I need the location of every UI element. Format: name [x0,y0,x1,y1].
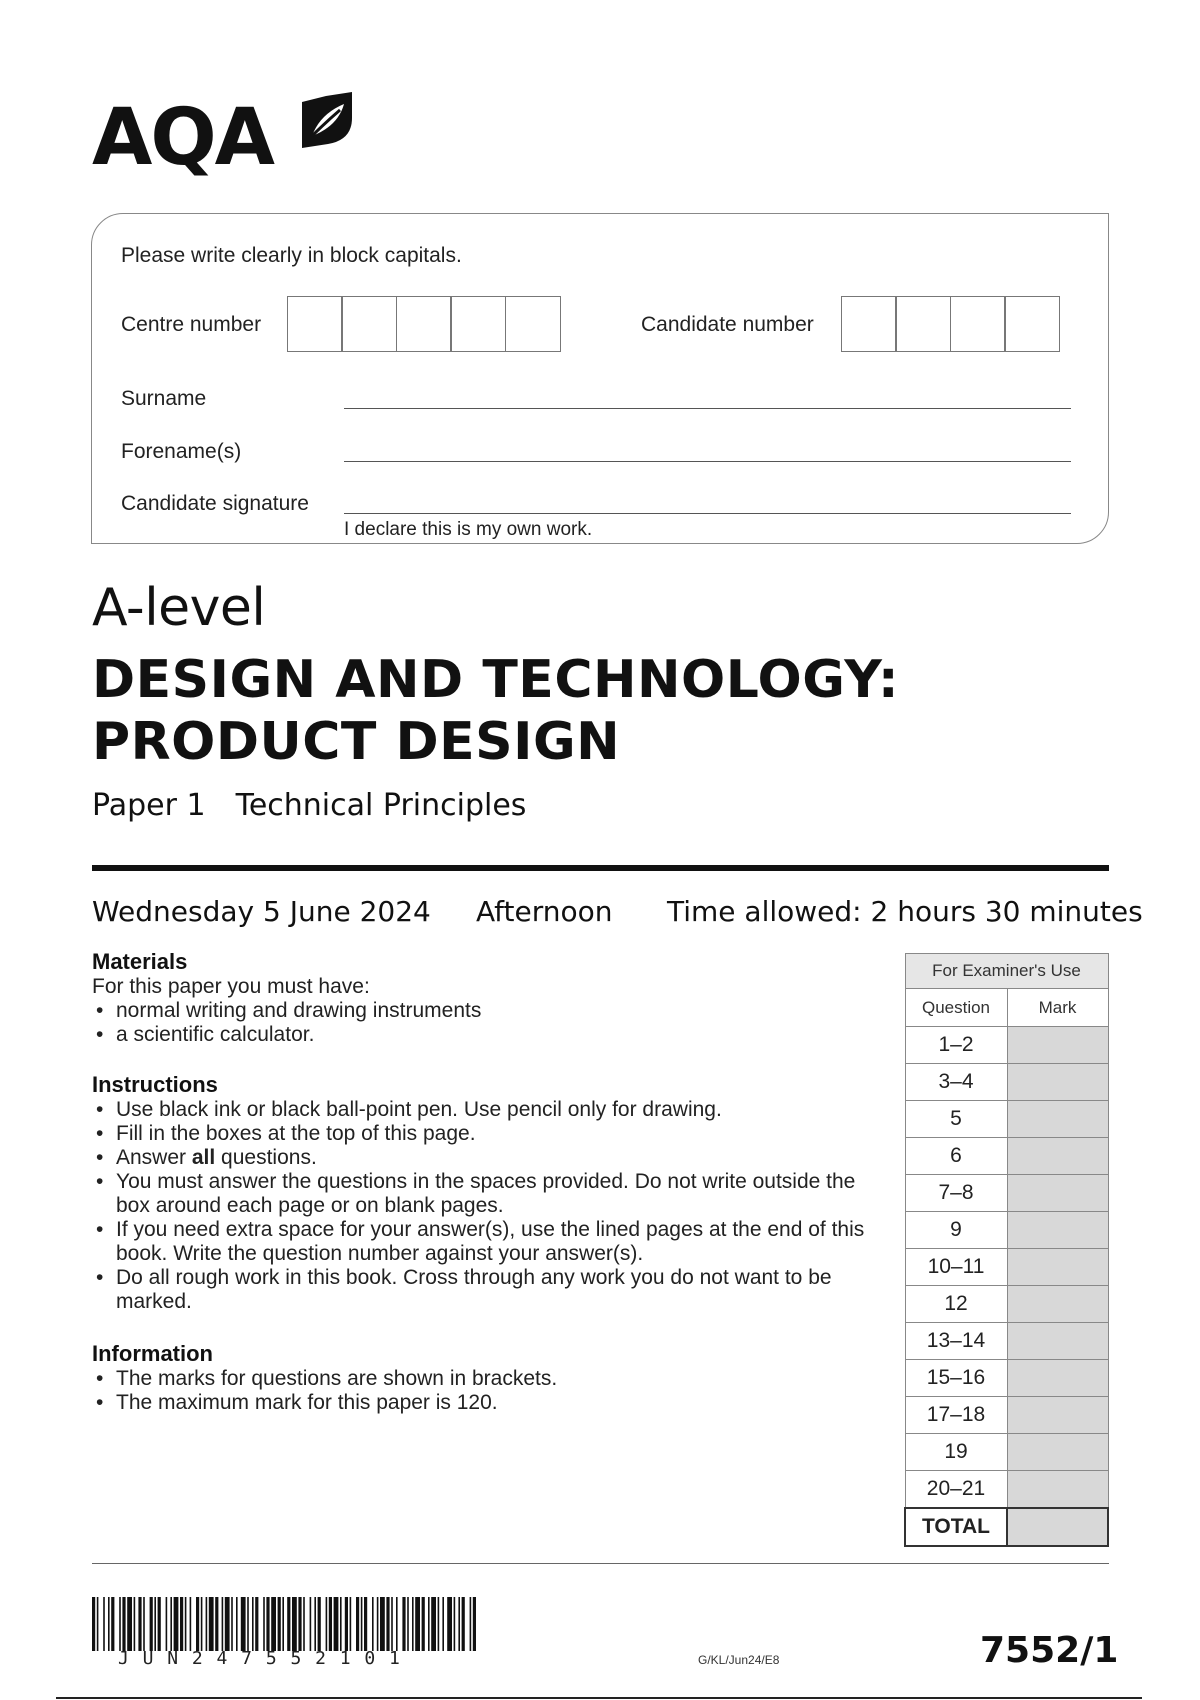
mark-cell [1007,1397,1108,1434]
answer-all-suffix: questions. [215,1146,317,1169]
aqa-logo [92,88,362,188]
barcode-bar [340,1597,342,1651]
barcode-bar [364,1597,367,1651]
barcode-bar [150,1597,153,1651]
barcode-bar [298,1597,301,1651]
list-item: • Use black ink or black ball-point pen. Use pencil only for drawing. [92,1098,892,1122]
centre-number-digit[interactable] [505,296,561,352]
mark-cell [1007,1434,1108,1471]
list-item [92,1146,892,1170]
barcode-bar [314,1597,316,1651]
instructions-heading: Instructions [92,1072,218,1097]
table-row [905,1471,1108,1509]
barcode-bar [108,1597,110,1651]
barcode-bar [345,1597,348,1651]
table-row [905,1064,1108,1101]
total-mark-cell [1007,1508,1108,1546]
table-row [905,1360,1108,1397]
exam-session: Afternoon [476,895,613,928]
question-number-cell: 13–14 [905,1323,1007,1360]
barcode-bar [391,1597,393,1651]
barcode-bar [247,1597,249,1651]
barcode-bar [236,1597,238,1651]
mark-column-header: Mark [1007,989,1108,1027]
mark-cell [1007,1138,1108,1175]
centre-number-label: Centre number [121,313,262,336]
table-row [905,1101,1108,1138]
barcode-bar [241,1597,246,1651]
barcode-bar [170,1597,172,1651]
barcode-bar [180,1597,183,1651]
centre-number-digit[interactable] [287,296,343,352]
barcode-bar [278,1597,281,1651]
barcode-bar [318,1597,321,1651]
barcode-bar [310,1597,312,1651]
barcode-bar [372,1597,374,1651]
information-section [92,1341,892,1415]
barcode-bar [402,1597,405,1651]
list-item: • If you need extra space for your answer(s), use the lined pages at the end of this book. Write the question number against your answer(s). [92,1218,892,1266]
barcode-bar [470,1597,472,1651]
question-number-cell: 17–18 [905,1397,1007,1434]
materials-heading: Materials [92,949,188,974]
question-number-cell: 12 [905,1286,1007,1323]
subject-title-line2: PRODUCT DESIGN [92,712,621,772]
logo-text: AQA [92,93,274,183]
barcode-bar [329,1597,332,1651]
barcode [92,1597,476,1651]
mark-cell [1007,1471,1108,1509]
candidate-number-label: Candidate number [641,313,814,336]
barcode-bar [271,1597,276,1651]
question-number-cell: 1–2 [905,1027,1007,1064]
forenames-label: Forename(s) [121,440,242,463]
barcode-bar [428,1597,430,1651]
barcode-bar [407,1597,409,1651]
barcode-bar [127,1597,132,1651]
qualification-level: A-level [92,578,266,638]
barcode-bar [138,1597,141,1651]
barcode-bar [396,1597,398,1651]
barcode-bar [422,1597,425,1651]
paper-title: Technical Principles [235,788,527,823]
barcode-bar [231,1597,233,1651]
barcode-bar [119,1597,121,1651]
examiners-use-title: For Examiner's Use [905,954,1108,989]
question-number-cell: 9 [905,1212,1007,1249]
block-capitals-instruction: Please write clearly in block capitals. [121,244,462,267]
table-row [905,1027,1108,1064]
table-row [905,1434,1108,1471]
barcode-bar [166,1597,168,1651]
exam-date: Wednesday 5 June 2024 [92,895,431,928]
signature-field[interactable] [344,513,1071,514]
question-number-cell: 3–4 [905,1064,1007,1101]
barcode-bar [215,1597,218,1651]
total-label: TOTAL [905,1508,1007,1546]
mark-cell [1007,1212,1108,1249]
list-item: • The maximum mark for this paper is 120. [92,1391,892,1415]
question-number-cell: 20–21 [905,1471,1007,1509]
barcode-bar [263,1597,265,1651]
question-number-cell: 5 [905,1101,1007,1138]
barcode-bar [334,1597,339,1651]
mark-cell [1007,1360,1108,1397]
barcode-bar [209,1597,214,1651]
centre-number-digit[interactable] [450,296,506,352]
signature-label: Candidate signature [121,492,309,515]
barcode-bar [266,1597,269,1651]
barcode-bar [222,1597,224,1651]
barcode-bar [97,1597,99,1651]
barcode-bar [103,1597,105,1651]
barcode-bar [292,1597,297,1651]
barcode-bar [462,1597,465,1651]
information-heading: Information [92,1341,213,1366]
surname-field[interactable] [344,408,1071,409]
mark-cell [1007,1101,1108,1138]
barcode-digits: JUN247552101 [118,1648,414,1669]
barcode-bar [190,1597,192,1651]
examiners-use-table [904,953,1109,1547]
barcode-bar [380,1597,385,1651]
barcode-bar [454,1597,456,1651]
question-number-cell: 10–11 [905,1249,1007,1286]
centre-number-digit[interactable] [341,296,397,352]
table-row [905,1249,1108,1286]
barcode-bar [438,1597,440,1651]
mark-cell [1007,1249,1108,1286]
header-divider [92,865,1109,871]
table-row [905,1286,1108,1323]
subject-title-line1: DESIGN AND TECHNOLOGY: [92,650,900,710]
barcode-bar [225,1597,230,1651]
paper-line [92,788,526,823]
materials-intro: For this paper you must have: [92,975,370,998]
list-item: • You must answer the questions in the spaces provided. Do not write outside the box around each page or on blank pages. [92,1170,892,1218]
declaration-text: I declare this is my own work. [344,519,593,540]
barcode-bar [252,1597,254,1651]
barcode-bar [255,1597,258,1651]
barcode-bar [386,1597,389,1651]
table-row [905,1323,1108,1360]
barcode-bar [122,1597,125,1651]
barcode-bar [326,1597,328,1651]
barcode-bar [206,1597,208,1651]
barcode-bar [415,1597,420,1651]
barcode-bar [412,1597,414,1651]
candidate-number-digit[interactable] [950,296,1006,352]
mark-cell [1007,1175,1108,1212]
barcode-bar [473,1597,476,1651]
barcode-bar [154,1597,156,1651]
question-column-header: Question [905,989,1007,1027]
barcode-bar [185,1597,187,1651]
barcode-bar [134,1597,136,1651]
page-bottom-rule [56,1697,1142,1699]
table-row [905,1138,1108,1175]
barcode-bar [287,1597,290,1651]
candidate-number-boxes[interactable] [842,296,1060,352]
barcode-bar [111,1597,114,1651]
barcode-bar [447,1597,452,1651]
question-number-cell: 19 [905,1434,1007,1471]
table-row [905,1397,1108,1434]
footer-divider [92,1563,1109,1564]
paper-code: 7552/1 [980,1630,1119,1671]
barcode-bar [350,1597,352,1651]
table-row [905,1175,1108,1212]
mark-cell [1007,1027,1108,1064]
barcode-bar [174,1597,179,1651]
barcode-bar [431,1597,436,1651]
materials-list [92,999,892,1047]
question-number-cell: 7–8 [905,1175,1007,1212]
mark-cell [1007,1323,1108,1360]
mark-cell [1007,1064,1108,1101]
answer-all-emphasis: all [191,1146,216,1169]
barcode-bar [143,1597,145,1651]
materials-section [92,949,892,1047]
candidate-number-digit[interactable] [1004,296,1060,352]
table-row [905,1212,1108,1249]
barcode-bar [196,1597,199,1651]
list-item: • The marks for questions are shown in brackets. [92,1367,892,1391]
information-list [92,1367,892,1415]
barcode-bar [458,1597,460,1651]
list-item: • Do all rough work in this book. Cross through any work you do not want to be marked. [92,1266,892,1314]
barcode-bar [282,1597,284,1651]
barcode-bar [158,1597,161,1651]
list-item: • Fill in the boxes at the top of this page. [92,1122,892,1146]
barcode-bar [92,1597,95,1651]
paper-number: Paper 1 [92,788,206,823]
candidate-number-digit[interactable] [895,296,951,352]
reference-code: G/KL/Jun24/E8 [698,1653,780,1667]
barcode-bar [201,1597,203,1651]
instructions-section [92,1072,892,1314]
barcode-bar [356,1597,359,1651]
list-item: • normal writing and drawing instruments [92,999,892,1023]
instructions-list [92,1098,892,1314]
centre-number-boxes[interactable] [288,296,561,352]
centre-number-digit[interactable] [396,296,452,352]
mark-cell [1007,1286,1108,1323]
time-allowed: Time allowed: 2 hours 30 minutes [667,895,1143,928]
answer-all-prefix: Answer [116,1146,192,1169]
barcode-bar [377,1597,379,1651]
examiner-rows [905,1027,1108,1509]
question-number-cell: 6 [905,1138,1007,1175]
barcode-bar [442,1597,444,1651]
barcode-bar [303,1597,305,1651]
candidate-number-digit[interactable] [841,296,897,352]
list-item: • a scientific calculator. [92,1023,892,1047]
surname-label: Surname [121,387,207,410]
aqa-leaf-mark-icon [298,92,354,148]
barcode-bar [361,1597,363,1651]
forenames-field[interactable] [344,461,1071,462]
question-number-cell: 15–16 [905,1360,1007,1397]
